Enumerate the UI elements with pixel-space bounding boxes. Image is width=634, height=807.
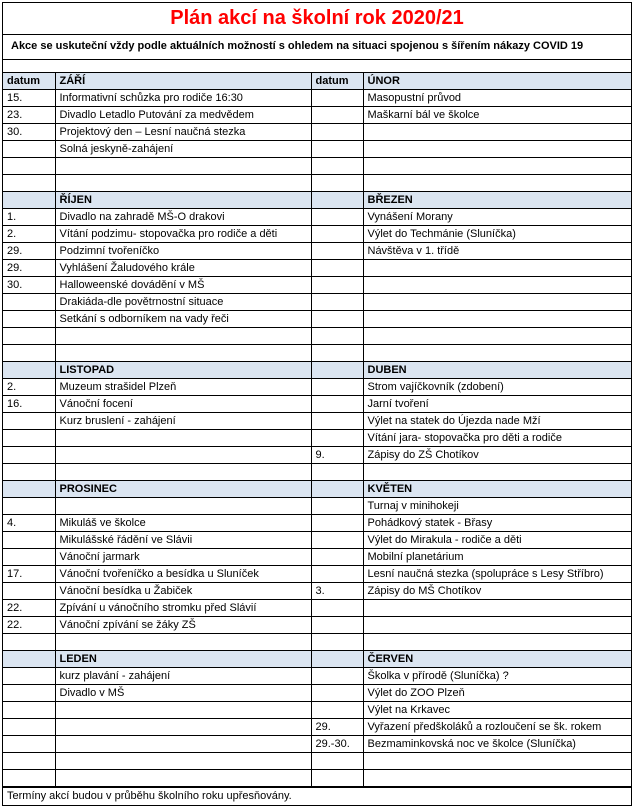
table-row (3, 260, 631, 277)
table-row (3, 124, 631, 141)
table-row (3, 158, 631, 175)
date-cell (3, 345, 55, 362)
table-row (3, 311, 631, 328)
covid-note: Akce se uskuteční vždy podle aktuálních možností s ohledem na situaci spojenou s šířením nákazy COVID 19 (3, 35, 631, 60)
date-cell (311, 141, 363, 158)
date-cell: 4. (3, 515, 55, 532)
date-cell (311, 532, 363, 549)
event-cell (55, 175, 311, 192)
event-cell (363, 634, 631, 651)
date-cell: 29.-30. (311, 736, 363, 753)
table-row (3, 447, 631, 464)
date-cell (311, 566, 363, 583)
event-cell: kurz plavání - zahájení (55, 668, 311, 685)
month-heading: ZÁŘÍ (55, 73, 311, 90)
date-column-header: datum (311, 73, 363, 90)
event-cell: Vítání podzimu- stopovačka pro rodiče a děti (55, 226, 311, 243)
activity-plan-sheet (2, 2, 632, 806)
plan-title: Plán akcí na školní rok 2020/21 (3, 3, 631, 35)
date-column-header: datum (3, 73, 55, 90)
table-row (3, 226, 631, 243)
event-cell: Vánoční zpívání se žáky ZŠ (55, 617, 311, 634)
date-cell (3, 498, 55, 515)
table-row (3, 141, 631, 158)
event-cell (55, 634, 311, 651)
event-cell: Podzimní tvořeníčko (55, 243, 311, 260)
footer-note: Termíny akcí budou v průběhu školního roku upřesňovány. (3, 787, 631, 805)
event-cell: Strom vajíčkovník (zdobení) (363, 379, 631, 396)
table-row (3, 583, 631, 600)
event-cell: Mobilní planetárium (363, 549, 631, 566)
date-column-header (3, 192, 55, 209)
event-cell (363, 345, 631, 362)
month-header-row (3, 651, 631, 668)
date-cell: 16. (3, 396, 55, 413)
date-column-header (311, 481, 363, 498)
month-heading: ČERVEN (363, 651, 631, 668)
date-cell (311, 379, 363, 396)
table-row (3, 549, 631, 566)
table-row (3, 90, 631, 107)
event-cell: Masopustní průvod (363, 90, 631, 107)
month-heading: KVĚTEN (363, 481, 631, 498)
event-cell (55, 328, 311, 345)
date-column-header (3, 362, 55, 379)
event-cell: Vánoční besídka u Žabiček (55, 583, 311, 600)
table-row (3, 736, 631, 753)
date-cell (311, 396, 363, 413)
month-heading: ÚNOR (363, 73, 631, 90)
event-cell: Výlet na Krkavec (363, 702, 631, 719)
date-cell (3, 294, 55, 311)
event-cell (55, 770, 311, 787)
table-row (3, 532, 631, 549)
event-cell (55, 430, 311, 447)
table-row (3, 175, 631, 192)
event-cell: Maškarní bál ve školce (363, 107, 631, 124)
date-cell (311, 175, 363, 192)
table-row (3, 107, 631, 124)
event-cell (55, 447, 311, 464)
event-cell: Výlet do ZOO Plzeň (363, 685, 631, 702)
event-cell (363, 328, 631, 345)
event-cell (55, 345, 311, 362)
event-cell: Halloweenské dovádění v MŠ (55, 277, 311, 294)
month-heading: LEDEN (55, 651, 311, 668)
event-cell: Zápisy do MŠ Chotíkov (363, 583, 631, 600)
date-cell (3, 685, 55, 702)
event-cell: Vyhlášení Žaludového krále (55, 260, 311, 277)
date-cell (311, 634, 363, 651)
date-cell: 3. (311, 583, 363, 600)
table-row (3, 464, 631, 481)
date-cell (3, 328, 55, 345)
event-cell (55, 464, 311, 481)
table-row (3, 634, 631, 651)
date-cell (311, 498, 363, 515)
event-cell (363, 311, 631, 328)
date-cell (3, 430, 55, 447)
event-cell: Informativní schůzka pro rodiče 16:30 (55, 90, 311, 107)
event-cell: Turnaj v minihokeji (363, 498, 631, 515)
date-cell (311, 617, 363, 634)
date-cell (3, 532, 55, 549)
date-cell (3, 158, 55, 175)
date-cell (311, 515, 363, 532)
table-row (3, 277, 631, 294)
event-cell (55, 158, 311, 175)
table-row (3, 209, 631, 226)
date-cell (311, 430, 363, 447)
table-row (3, 379, 631, 396)
event-cell: Vynášení Morany (363, 209, 631, 226)
date-cell (3, 175, 55, 192)
date-cell (311, 294, 363, 311)
table-row (3, 328, 631, 345)
event-cell (363, 158, 631, 175)
date-cell (3, 736, 55, 753)
date-cell (311, 413, 363, 430)
date-cell (311, 702, 363, 719)
event-cell: Divadlo Letadlo Putování za medvědem (55, 107, 311, 124)
month-header-row (3, 362, 631, 379)
table-row (3, 430, 631, 447)
event-cell (55, 702, 311, 719)
table-row (3, 396, 631, 413)
date-column-header (3, 481, 55, 498)
date-cell: 23. (3, 107, 55, 124)
table-row (3, 702, 631, 719)
month-heading: DUBEN (363, 362, 631, 379)
event-cell: Vánoční jarmark (55, 549, 311, 566)
month-header-row (3, 481, 631, 498)
date-cell (311, 260, 363, 277)
date-cell (311, 685, 363, 702)
date-cell (311, 90, 363, 107)
date-cell (311, 600, 363, 617)
table-row (3, 345, 631, 362)
event-cell (363, 753, 631, 770)
date-column-header (311, 362, 363, 379)
table-row (3, 668, 631, 685)
event-cell: Vánoční tvořeníčko a besídka u Sluníček (55, 566, 311, 583)
date-cell (311, 209, 363, 226)
event-cell (363, 617, 631, 634)
event-cell (363, 294, 631, 311)
date-cell: 30. (3, 124, 55, 141)
event-cell: Pohádkový statek - Břasy (363, 515, 631, 532)
date-cell (311, 345, 363, 362)
date-cell (3, 753, 55, 770)
event-cell: Jarní tvoření (363, 396, 631, 413)
event-cell (55, 498, 311, 515)
event-cell: Solná jeskyně-zahájení (55, 141, 311, 158)
month-header-row (3, 192, 631, 209)
event-cell: Zpívání u vánočního stromku před Slávií (55, 600, 311, 617)
event-cell: Mikuláš ve školce (55, 515, 311, 532)
date-cell (3, 311, 55, 328)
date-cell (3, 447, 55, 464)
date-cell (3, 464, 55, 481)
event-cell (363, 770, 631, 787)
date-column-header (3, 651, 55, 668)
date-cell: 9. (311, 447, 363, 464)
date-cell (3, 770, 55, 787)
event-cell: Divadlo v MŠ (55, 685, 311, 702)
date-cell (311, 158, 363, 175)
date-cell (311, 124, 363, 141)
date-cell (3, 702, 55, 719)
schedule-table (3, 73, 631, 787)
date-cell: 2. (3, 226, 55, 243)
month-heading: LISTOPAD (55, 362, 311, 379)
event-cell (55, 719, 311, 736)
table-row (3, 515, 631, 532)
event-cell: Vánoční focení (55, 396, 311, 413)
event-cell: Návštěva v 1. třídě (363, 243, 631, 260)
table-row (3, 753, 631, 770)
table-row (3, 770, 631, 787)
date-cell: 2. (3, 379, 55, 396)
date-cell (3, 634, 55, 651)
event-cell (363, 600, 631, 617)
table-row (3, 294, 631, 311)
month-header-row (3, 73, 631, 90)
date-cell (311, 226, 363, 243)
date-cell (3, 141, 55, 158)
event-cell (55, 736, 311, 753)
date-cell (311, 243, 363, 260)
date-cell: 1. (3, 209, 55, 226)
date-cell (3, 583, 55, 600)
table-row (3, 685, 631, 702)
event-cell (363, 124, 631, 141)
date-cell (3, 719, 55, 736)
date-column-header (311, 192, 363, 209)
date-cell: 15. (3, 90, 55, 107)
date-column-header (311, 651, 363, 668)
event-cell: Mikulášské řádění ve Slávii (55, 532, 311, 549)
event-cell: Vítání jara- stopovačka pro děti a rodiče (363, 430, 631, 447)
event-cell: Divadlo na zahradě MŠ-O drakovi (55, 209, 311, 226)
date-cell (311, 277, 363, 294)
month-heading: PROSINEC (55, 481, 311, 498)
month-heading: ŘÍJEN (55, 192, 311, 209)
date-cell (311, 770, 363, 787)
event-cell: Zápisy do ZŠ Chotíkov (363, 447, 631, 464)
table-row (3, 617, 631, 634)
date-cell: 22. (3, 600, 55, 617)
date-cell (311, 311, 363, 328)
month-heading: BŘEZEN (363, 192, 631, 209)
table-row (3, 498, 631, 515)
date-cell (311, 328, 363, 345)
event-cell: Bezmaminkovská noc ve školce (Sluníčka) (363, 736, 631, 753)
event-cell: Školka v přírodě (Sluníčka) ? (363, 668, 631, 685)
date-cell: 30. (3, 277, 55, 294)
event-cell (363, 277, 631, 294)
date-cell: 29. (3, 243, 55, 260)
event-cell: Výlet do Techmánie (Sluníčka) (363, 226, 631, 243)
date-cell (311, 107, 363, 124)
event-cell: Vyřazení předškoláků a rozloučení se šk. rokem (363, 719, 631, 736)
table-row (3, 243, 631, 260)
date-cell (3, 668, 55, 685)
schedule-body (3, 73, 631, 787)
event-cell (55, 753, 311, 770)
date-cell: 22. (3, 617, 55, 634)
event-cell: Drakiáda-dle povětrnostní situace (55, 294, 311, 311)
table-row (3, 566, 631, 583)
event-cell: Projektový den – Lesní naučná stezka (55, 124, 311, 141)
date-cell (311, 464, 363, 481)
date-cell: 29. (311, 719, 363, 736)
date-cell: 29. (3, 260, 55, 277)
event-cell: Výlet do Mirakula - rodiče a děti (363, 532, 631, 549)
event-cell: Muzeum strašidel Plzeň (55, 379, 311, 396)
table-row (3, 413, 631, 430)
event-cell: Setkání s odborníkem na vady řeči (55, 311, 311, 328)
date-cell (3, 413, 55, 430)
event-cell: Výlet na statek do Újezda nade Mží (363, 413, 631, 430)
event-cell (363, 175, 631, 192)
date-cell: 17. (3, 566, 55, 583)
date-cell (311, 753, 363, 770)
event-cell (363, 141, 631, 158)
table-row (3, 600, 631, 617)
table-row (3, 719, 631, 736)
event-cell (363, 464, 631, 481)
date-cell (3, 549, 55, 566)
event-cell: Kurz bruslení - zahájení (55, 413, 311, 430)
date-cell (311, 549, 363, 566)
event-cell: Lesní naučná stezka (spolupráce s Lesy Stříbro) (363, 566, 631, 583)
date-cell (311, 668, 363, 685)
event-cell (363, 260, 631, 277)
spacer-row (3, 60, 631, 73)
